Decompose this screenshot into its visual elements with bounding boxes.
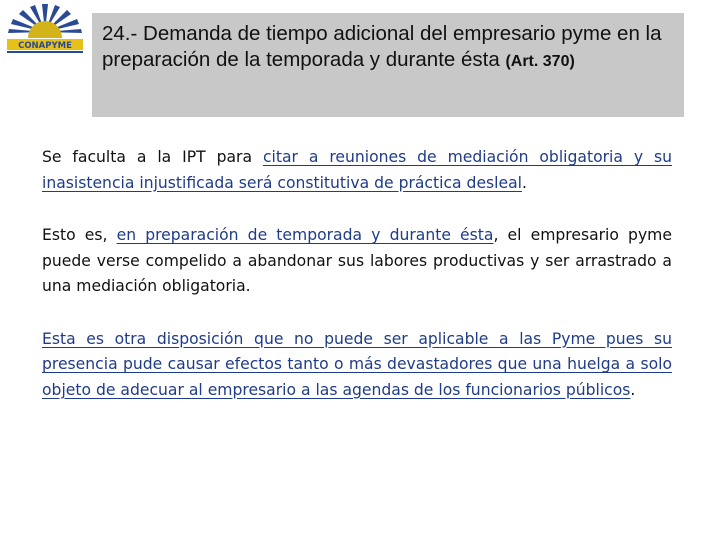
paragraph-1-link[interactable]: citar a reuniones de mediación obligatoria y su inasistencia injustificada será constitutiva de práctica desleal	[42, 148, 672, 192]
paragraph-3-tail: .	[630, 380, 636, 399]
title-article-ref: (Art. 370)	[505, 53, 575, 70]
conapyme-logo	[4, 2, 86, 62]
paragraph-2-lead: Esto es,	[42, 226, 117, 244]
logo-text: CONAPYME	[18, 41, 72, 51]
conapyme-logo-graphic	[4, 2, 86, 62]
paragraph-1	[42, 145, 672, 196]
paragraph-3-link[interactable]: Esta es otra disposición que no puede ser aplicable a las Pyme pues su presencia pude causar efectos tanto o más devastadores que una huelga a solo objeto de adecuar al empresario a las agendas de los funcionarios públicos	[42, 329, 672, 399]
slide-title	[102, 21, 674, 75]
paragraph-2-tail: , el empresario pyme puede verse compelido a abandonar sus labores productivas y ser arrastrado a una mediación obligatoria.	[42, 226, 672, 295]
title-main: 24.- Demanda de tiempo adicional del empresario pyme en la preparación de la temporada y durante ésta	[102, 22, 662, 71]
title-banner	[92, 13, 684, 117]
paragraph-3	[42, 327, 672, 404]
paragraph-2	[42, 223, 672, 300]
paragraph-2-link[interactable]: en preparación de temporada y durante ésta	[116, 226, 494, 244]
paragraph-1-lead: Se faculta a la IPT para	[42, 148, 263, 166]
paragraph-1-tail: .	[521, 173, 527, 192]
slide-body	[42, 145, 672, 403]
